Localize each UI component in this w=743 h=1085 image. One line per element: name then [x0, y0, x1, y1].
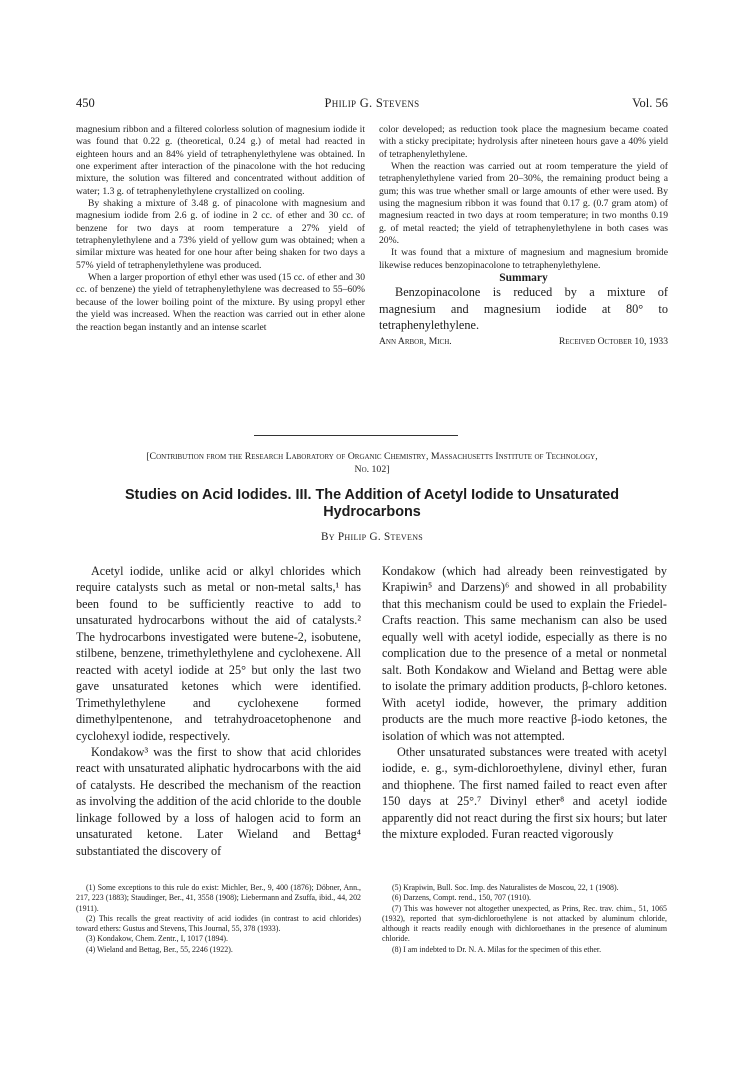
page-number: 450 — [76, 96, 95, 110]
footnotes-right — [382, 883, 667, 955]
previous-article-left-column — [76, 124, 365, 334]
paragraph: Other unsaturated substances were treated with acetyl iodide, e. g., sym-dichloroethylene, divinyl ether, furan and thiophene. The first named failed to react even after 150 days at 25°.⁷ Divinyl ether⁸ and acetyl iodide apparently did not react during the first six hours; but later the mixture exploded. Furan reacted vigorously — [382, 744, 667, 842]
paragraph: magnesium ribbon and a filtered colorless solution of magnesium iodide it was found that 0.22 g. (theoretical, 0.24 g.) of metal had reacted in eighteen hours and an 84% yield of tetraphenylethylene was obtained. In one experiment after interaction of the pinacolone with the hot reducing mixture, the solution was filtered and concentrated without addition of water; 1.3 g. of tetraphenylethylene crystallized on cooling. — [76, 124, 365, 197]
contribution-line: [Contribution from the Research Laboratory of Organic Chemistry, Massachusetts Institute of Technology, — [146, 451, 598, 462]
footnote: (7) This was however not altogether unexpected, as Prins, Rec. trav. chim., 51, 1065 (1932), reported that sym-dichloroethylene is not attacked by aluminum chloride, although it reacts readily enough with dichloroethanes in the presence of aluminum chloride. — [382, 903, 667, 944]
paragraph: It was found that a mixture of magnesium and magnesium bromide likewise reduces benzopinacolone to tetraphenylethylene. — [379, 247, 668, 271]
footnote: (4) Wieland and Bettag, Ber., 55, 2246 (1922). — [86, 944, 233, 954]
author-location: Ann Arbor, Mich. — [379, 336, 452, 348]
section-divider — [254, 435, 458, 436]
footnote: (6) Darzens, Compt. rend., 150, 707 (1910). — [392, 893, 531, 903]
footnotes-left — [76, 883, 361, 955]
paragraph: Kondakow³ was the first to show that acid chlorides react with unsaturated aliphatic hydrocarbons with the aid of catalysts. He described the mechanism of the reaction as involving the addition of the acid chloride to the double linkage followed by a loss of halogen acid to form an unsaturated ketone. Later Wieland and Bettag⁴ substantiated the discovery of — [76, 744, 361, 858]
article-title: Studies on Acid Iodides. III. The Addition of Acetyl Iodide to Unsaturated Hydrocarbons — [124, 487, 620, 520]
byline: By Philip G. Stevens — [320, 531, 424, 543]
paragraph: When a larger proportion of ethyl ether was used (15 cc. of ether and 30 cc. of benzene) the yield of tetraphenylethylene was decreased to 55–60% because of the lower boiling point of the mixture. By using propyl ether the yield was increased. When the reaction was carried out in ether alone the reaction began instantly and an intense scarlet — [76, 272, 365, 333]
volume-number: Vol. 56 — [632, 96, 668, 110]
received-date: Received October 10, 1933 — [558, 336, 668, 348]
running-head-author: Philip G. Stevens — [324, 96, 420, 110]
contribution-line: No. 102] — [354, 463, 390, 475]
paragraph: Acetyl iodide, unlike acid or alkyl chlorides which require catalysts such as metal or non-metal salts,¹ has been found to be sufficiently reactive to add to unsaturated hydrocarbons without the aid of catalysts.² The hydrocarbons investigated were butene-2, isobutene, stilbene, benzene, trimethylethylene and cyclohexene. All reacted with acetyl iodide at 25° but only the last two gave unsaturated ketones which were identified. Trimethylethylene and cyclohexene formed dimethylpentenone, and tetrahydroacetophenone and cyclohexyl iodide, respectively. — [76, 564, 361, 743]
contribution-note — [76, 451, 668, 476]
summary-heading: Summary — [499, 272, 548, 285]
paragraph: By shaking a mixture of 3.48 g. of pinacolone with magnesium and magnesium iodide from 2.6 g. of iodine in 2 cc. of ether and 30 cc. of benzene for two days at room temperature a 27% yield of tetraphenylethylene and a 73% yield of yellow gum was obtained; when a similar mixture was heated for one hour after being shaken for two days a 57% yield of tetraphenylethylene was produced. — [76, 198, 365, 271]
footnote: (8) I am indebted to Dr. N. A. Milas for the specimen of this ether. — [392, 944, 602, 954]
signature-line — [379, 336, 668, 348]
paragraph: color developed; as reduction took place the magnesium became coated with a sticky precipitate; hydrolysis after nineteen hours gave a 40% yield of tetraphenylethylene. — [379, 124, 668, 160]
summary-text: Benzopinacolone is reduced by a mixture of magnesium and magnesium iodide at 80° to tetraphenylethylene. — [379, 285, 668, 333]
previous-article-right-column — [379, 124, 668, 349]
article-left-column — [76, 563, 361, 859]
running-head — [76, 96, 668, 114]
footnote: (3) Kondakow, Chem. Zentr., I, 1017 (1894). — [86, 934, 228, 944]
paragraph: When the reaction was carried out at room temperature the yield of tetraphenylethylene varied from 20–30%, the remaining product being a gum; this was true whether small or large amounts of ether were used. By using the magnesium ribbon it was found that 0.17 g. (0.7 gram atom) of magnesium reacted in two days at room temperature; in two months 0.19 g. of metal reacted; the yield of tetraphenylethylene in both cases was 20%. — [379, 161, 668, 247]
article-right-column — [382, 563, 667, 843]
paragraph: Kondakow (which had already been reinvestigated by Krapiwin⁵ and Darzens)⁶ and showed in all probability that this mechanism could be used to explain the Friedel-Crafts reaction. This same mechanism can also be used equally well with acetyl iodide, especially as there is no complication due to the presence of a metal or nonmetal salt. Both Kondakow and Wieland and Bettag were able to isolate the primary addition products, β-chloro ketones. With acetyl iodide, however, the primary addition products are the much more reactive β-iodo ketones, the isolation of which was not attempted. — [382, 564, 667, 743]
footnote: (2) This recalls the great reactivity of acid iodides (in contrast to acid chlorides) toward ethers: Gustus and Stevens, This Journal, 55, 378 (1933). — [76, 913, 361, 934]
footnote: (5) Krapiwin, Bull. Soc. Imp. des Naturalistes de Moscou, 22, 1 (1908). — [392, 883, 619, 892]
footnote: (1) Some exceptions to this rule do exist: Michler, Ber., 9, 400 (1876); Döbner, Ann., 217, 223 (1883); Staudinger, Ber., 41, 3558 (1908); Liebermann and Zsuffa, ibid., 44, 202 (1911). — [76, 883, 361, 913]
